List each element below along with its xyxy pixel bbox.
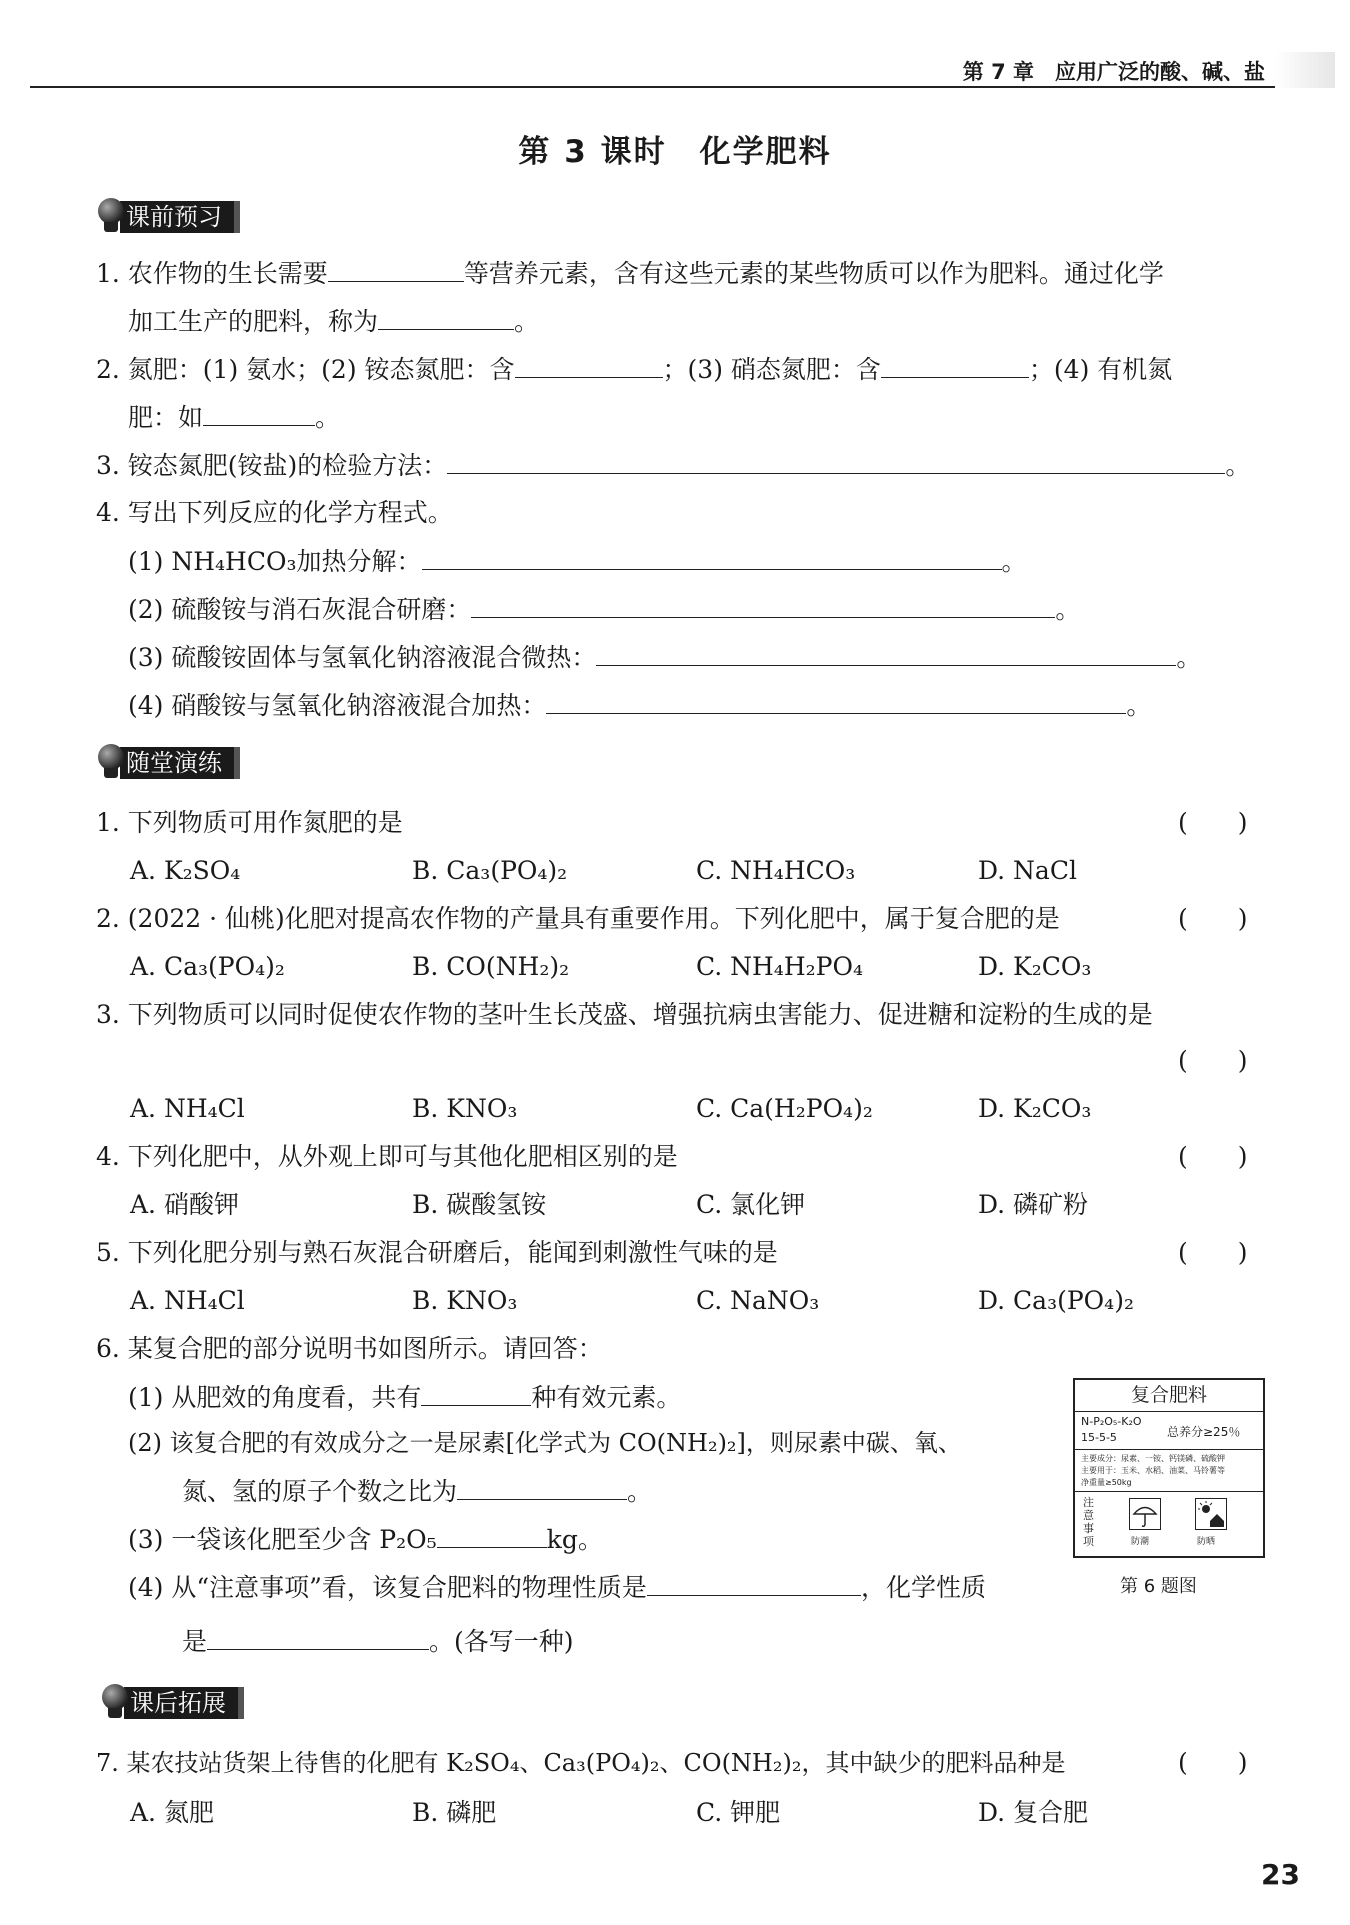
answer-blank[interactable] <box>647 1572 861 1596</box>
section-badge-extension <box>100 1686 244 1720</box>
page-number: 23 <box>1261 1858 1300 1891</box>
preview-q4-3: (3) 硫酸铵固体与氢氧化钠溶液混合微热： 。 <box>128 643 1202 672</box>
option-b[interactable]: B. KNO₃ <box>412 1094 518 1123</box>
option-c[interactable]: C. Ca(H₂PO₄)₂ <box>696 1094 873 1123</box>
umbrella-icon <box>1129 1498 1161 1530</box>
option-d[interactable]: D. Ca₃(PO₄)₂ <box>978 1286 1134 1315</box>
lightbulb-icon <box>100 1684 130 1722</box>
answer-paren[interactable]: ( ) <box>1178 1142 1248 1171</box>
lesson-title: 第 3 课时 化学肥料 <box>518 134 832 170</box>
option-b[interactable]: B. 碳酸氢铵 <box>412 1190 547 1219</box>
figure-icon2-label: 防晒 <box>1197 1537 1216 1547</box>
practice-q6-4-line2: 是 。(各写一种) <box>182 1627 574 1656</box>
option-c[interactable]: C. NH₄HCO₃ <box>696 856 856 885</box>
practice-q2: 2. (2022 · 仙桃)化肥对提高农作物的产量具有重要作用。下列化肥中，属于复合肥的是 <box>96 904 1060 933</box>
figure-warnings-row <box>1075 1492 1263 1554</box>
option-c[interactable]: C. 钾肥 <box>696 1798 781 1827</box>
practice-q6-2-line2: 氮、氢的原子个数之比为 。 <box>182 1477 653 1506</box>
lightbulb-icon <box>96 198 126 236</box>
answer-paren[interactable]: ( ) <box>1178 904 1248 933</box>
section-badge-preview <box>96 200 240 234</box>
option-b[interactable]: B. Ca₃(PO₄)₂ <box>412 856 568 885</box>
fertilizer-label-figure <box>1073 1378 1265 1558</box>
lightbulb-icon <box>96 744 126 782</box>
practice-q6: 6. 某复合肥的部分说明书如图所示。请回答： <box>96 1334 603 1363</box>
figure-total-nutrient: 总养分≥25％ <box>1167 1425 1241 1439</box>
answer-blank[interactable] <box>378 306 514 330</box>
answer-blank[interactable] <box>515 354 663 378</box>
option-b[interactable]: B. 磷肥 <box>412 1798 497 1827</box>
figure-icon1-label: 防潮 <box>1131 1537 1150 1547</box>
practice-q6-1: (1) 从肥效的角度看，共有 种有效元素。 <box>128 1383 682 1412</box>
figure-weight: 净重量≥50kg <box>1081 1478 1132 1487</box>
figure-ratio: 15-5-5 <box>1081 1431 1117 1444</box>
preview-q4-1: (1) NH₄HCO₃加热分解： 。 <box>128 547 1027 576</box>
figure-caption: 第 6 题图 <box>1120 1576 1197 1597</box>
answer-blank[interactable] <box>203 402 315 426</box>
section-label: 随堂演练 <box>120 747 240 779</box>
practice-q5: 5. 下列化肥分别与熟石灰混合研磨后，能闻到刺激性气味的是 <box>96 1238 778 1267</box>
practice-q6-3: (3) 一袋该化肥至少含 P₂O₅ kg。 <box>128 1525 603 1554</box>
answer-blank[interactable] <box>207 1626 429 1650</box>
option-a[interactable]: A. NH₄Cl <box>130 1286 245 1315</box>
option-d[interactable]: D. 复合肥 <box>978 1798 1089 1827</box>
option-d[interactable]: D. NaCl <box>978 856 1077 885</box>
preview-q4: 4. 写出下列反应的化学方程式。 <box>96 498 453 527</box>
option-a[interactable]: A. Ca₃(PO₄)₂ <box>130 952 285 981</box>
option-a[interactable]: A. 氮肥 <box>130 1798 214 1827</box>
answer-paren[interactable]: ( ) <box>1178 1238 1248 1267</box>
figure-title: 复合肥料 <box>1075 1380 1263 1412</box>
answer-blank[interactable] <box>328 258 464 282</box>
figure-formula: N-P₂O₅-K₂O <box>1081 1415 1142 1428</box>
preview-q3: 3. 铵态氮肥(铵盐)的检验方法： 。 <box>96 451 1251 480</box>
practice-q3: 3. 下列物质可以同时促使农作物的茎叶生长茂盛、增强抗病虫害能力、促进糖和淀粉的生成的是 <box>96 1000 1153 1029</box>
section-label: 课后拓展 <box>124 1687 244 1719</box>
figure-nutrient-row <box>1075 1412 1263 1450</box>
practice-q1: 1. 下列物质可用作氮肥的是 <box>96 808 403 837</box>
preview-q4-2: (2) 硫酸铵与消石灰混合研磨： 。 <box>128 595 1081 624</box>
answer-paren[interactable]: ( ) <box>1178 808 1248 837</box>
header-corner-decoration <box>1275 52 1335 88</box>
option-c[interactable]: C. NH₄H₂PO₄ <box>696 952 863 981</box>
answer-blank[interactable] <box>881 354 1029 378</box>
option-d[interactable]: D. K₂CO₃ <box>978 1094 1092 1123</box>
answer-blank[interactable] <box>437 1524 547 1548</box>
answer-blank[interactable] <box>421 1382 531 1406</box>
section-label: 课前预习 <box>120 201 240 233</box>
option-c[interactable]: C. NaNO₃ <box>696 1286 820 1315</box>
option-a[interactable]: A. K₂SO₄ <box>130 856 241 885</box>
answer-blank[interactable] <box>422 546 1002 570</box>
figure-ingredients: 主要成分：尿素、一铵、钙镁磷、硫酸钾 <box>1081 1454 1225 1463</box>
figure-info-row <box>1075 1450 1263 1492</box>
figure-use: 主要用于：玉米、水稻、油菜、马铃薯等 <box>1081 1466 1225 1475</box>
answer-blank[interactable] <box>457 1476 627 1500</box>
chapter-title: 第 7 章 应用广泛的酸、碱、盐 <box>962 60 1265 84</box>
answer-paren[interactable]: ( ) <box>1178 1748 1248 1777</box>
option-b[interactable]: B. KNO₃ <box>412 1286 518 1315</box>
page-header <box>30 52 1335 88</box>
preview-q2-line2: 肥：如 。 <box>128 403 341 432</box>
sun-house-icon <box>1195 1498 1227 1530</box>
section-badge-practice <box>96 746 240 780</box>
option-d[interactable]: D. 磷矿粉 <box>978 1190 1089 1219</box>
preview-q4-4: (4) 硝酸铵与氢氧化钠溶液混合加热： 。 <box>128 691 1152 720</box>
preview-q1-line2: 加工生产的肥料，称为 。 <box>128 307 540 336</box>
practice-q6-2-line1: (2) 该复合肥的有效成分之一是尿素[化学式为 CO(NH₂)₂]，则尿素中碳、氧、 <box>128 1429 962 1457</box>
preview-q1-line1: 1. 农作物的生长需要 等营养元素，含有这些元素的某些物质可以作为肥料。通过化学 <box>96 259 1164 288</box>
answer-blank[interactable] <box>596 642 1176 666</box>
practice-q6-4-line1: (4) 从“注意事项”看，该复合肥料的物理性质是 ，化学性质 <box>128 1573 986 1602</box>
practice-q4: 4. 下列化肥中，从外观上即可与其他化肥相区别的是 <box>96 1142 678 1171</box>
extension-q7: 7. 某农技站货架上待售的化肥有 K₂SO₄、Ca₃(PO₄)₂、CO(NH₂)₂，其中缺少的肥料品种是 <box>96 1749 1066 1777</box>
option-b[interactable]: B. CO(NH₂)₂ <box>412 952 570 981</box>
option-c[interactable]: C. 氯化钾 <box>696 1190 806 1219</box>
answer-blank[interactable] <box>546 690 1126 714</box>
figure-note-label: 注意事项 <box>1083 1496 1094 1548</box>
answer-blank[interactable] <box>471 594 1055 618</box>
option-a[interactable]: A. 硝酸钾 <box>130 1190 239 1219</box>
option-a[interactable]: A. NH₄Cl <box>130 1094 245 1123</box>
option-d[interactable]: D. K₂CO₃ <box>978 952 1092 981</box>
answer-paren[interactable]: ( ) <box>1178 1046 1248 1075</box>
preview-q2-line1: 2. 氮肥：(1) 氨水；(2) 铵态氮肥：含 ；(3) 硝态氮肥：含 ；(4) 有机氮 <box>96 355 1173 384</box>
answer-blank[interactable] <box>447 450 1225 474</box>
